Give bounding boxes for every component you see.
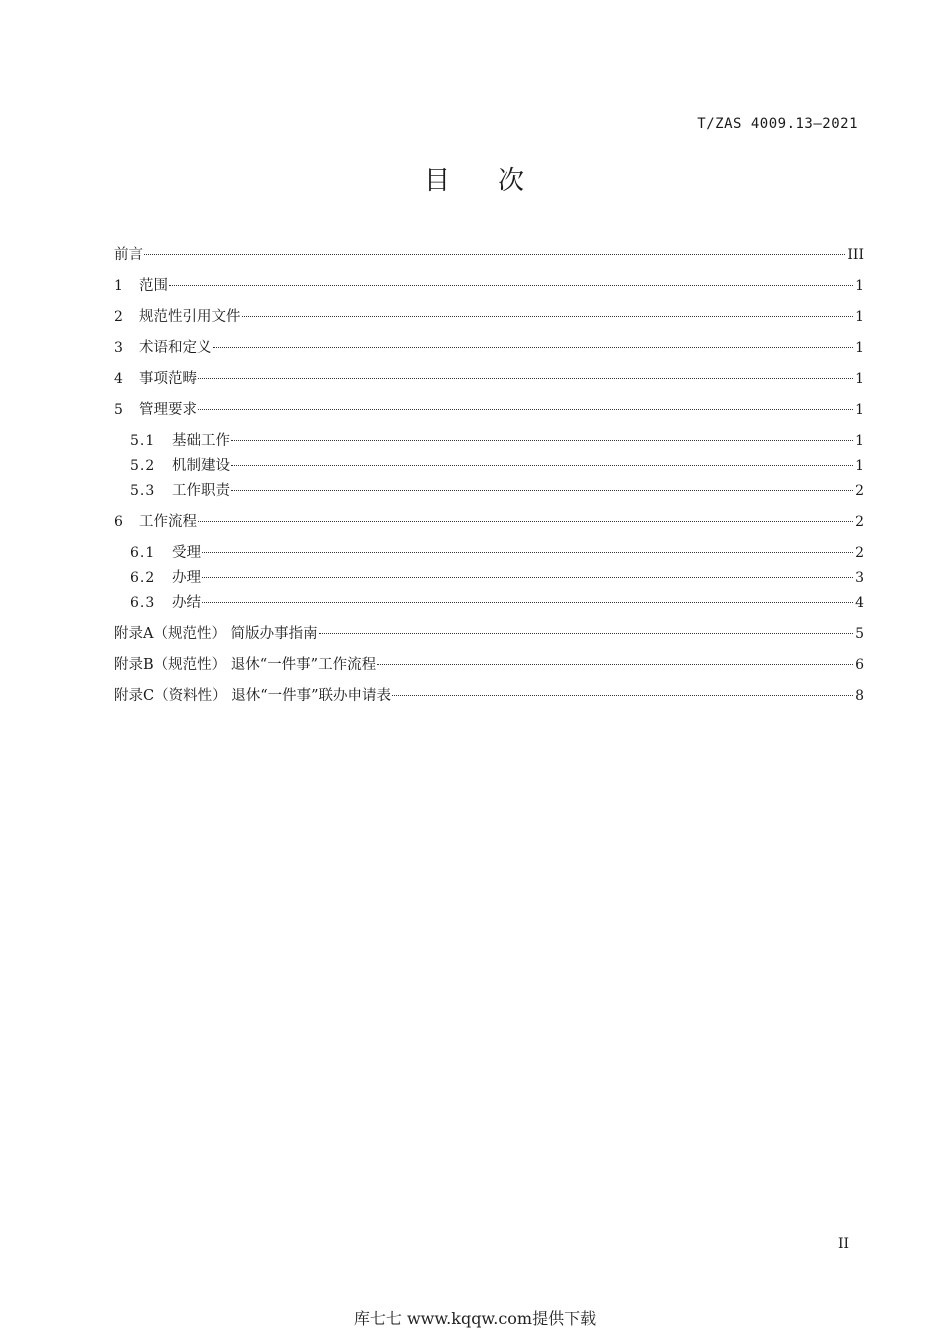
toc-entry[interactable] [114,338,864,358]
toc-entry-label: 附录B（规范性） 退休“一件事”工作流程 [114,657,377,673]
toc-entry[interactable] [114,307,864,327]
toc-leader [198,521,853,522]
toc-entry-label: 工作流程 [139,514,197,530]
toc-entry-page: 5 [855,626,864,642]
toc-entry-number: 4 [114,371,123,387]
toc-leader [169,285,853,286]
toc-entry-page: 4 [855,595,864,611]
toc-entry-label: 附录A（规范性） 简版办事指南 [114,626,318,642]
title-char-2: 次 [498,166,527,196]
toc-entry-label: 附录C（资料性） 退休“一件事”联办申请表 [114,688,392,704]
toc-entry[interactable] [114,400,864,420]
toc-entry-label: 基础工作 [172,433,230,449]
toc-leader [231,465,853,466]
toc-entry-label: 机制建设 [172,458,230,474]
toc-entry-number: 2 [114,309,123,325]
toc-subentry[interactable] [130,543,864,563]
toc-entry-page: 1 [855,340,864,356]
toc-leader [392,695,853,696]
toc-leader [319,633,853,634]
toc-entry-number: 1 [114,278,123,294]
toc-leader [202,602,853,603]
toc-entry-number: 6 [114,514,123,530]
toc-entry-label: 办结 [172,595,201,611]
toc-entry-page: 1 [855,371,864,387]
toc-leader [231,440,853,441]
toc-leader [377,664,853,665]
toc-appendix-entry[interactable] [114,624,864,644]
toc-entry[interactable] [114,245,864,265]
toc-entry-number: 5.3 [130,483,156,499]
toc-appendix-entry[interactable] [114,686,864,706]
toc-subentry[interactable] [130,568,864,588]
toc-entry-number: 6.2 [130,570,156,586]
toc-entry-page: 1 [855,433,864,449]
toc-entry-page: 8 [855,688,864,704]
toc-entry-page: 3 [855,570,864,586]
toc-entry-page: 2 [855,483,864,499]
toc-leader [202,577,853,578]
toc-entry-page: 1 [855,402,864,418]
page-title [0,160,950,197]
toc-entry-number: 6.3 [130,595,156,611]
toc-entry-label: 前言 [114,247,143,263]
toc-leader [213,347,854,348]
toc-entry[interactable] [114,276,864,296]
toc-entry-page: 6 [855,657,864,673]
toc-entry-page: 2 [855,514,864,530]
toc-subentry[interactable] [130,593,864,613]
toc-entry-label: 管理要求 [139,402,197,418]
toc-subentry[interactable] [130,481,864,501]
toc-entry-label: 事项范畴 [139,371,197,387]
toc-entry-number: 3 [114,340,123,356]
toc-entry-page: 1 [855,309,864,325]
toc-entry[interactable] [114,512,864,532]
toc-leader [231,490,853,491]
toc-entry-label: 办理 [172,570,201,586]
toc-leader [198,409,853,410]
toc-entry[interactable] [114,369,864,389]
toc-subentry[interactable] [130,456,864,476]
toc-entry-page: 2 [855,545,864,561]
toc-leader [242,316,854,317]
title-char-1: 目 [423,166,452,196]
toc-entry-label: 受理 [172,545,201,561]
toc-appendix-entry[interactable] [114,655,864,675]
toc-entry-label: 工作职责 [172,483,230,499]
toc-entry-number: 5.2 [130,458,156,474]
page-number: II [838,1236,850,1252]
toc-entry-number: 5 [114,402,123,418]
toc-entry-label: 术语和定义 [139,340,212,356]
toc-entry-number: 6.1 [130,545,156,561]
toc-entry-label: 范围 [139,278,168,294]
toc-leader [202,552,853,553]
toc-entry-page: III [847,247,864,263]
download-footer: 库七七 www.kqqw.com提供下载 [353,1309,597,1328]
toc-subentry[interactable] [130,431,864,451]
toc-leader [144,254,845,255]
toc-entry-page: 1 [855,458,864,474]
toc-entry-page: 1 [855,278,864,294]
toc-entry-number: 5.1 [130,433,156,449]
toc-leader [198,378,853,379]
toc-entry-label: 规范性引用文件 [139,309,241,325]
standard-code: T/ZAS 4009.13—2021 [697,116,858,132]
